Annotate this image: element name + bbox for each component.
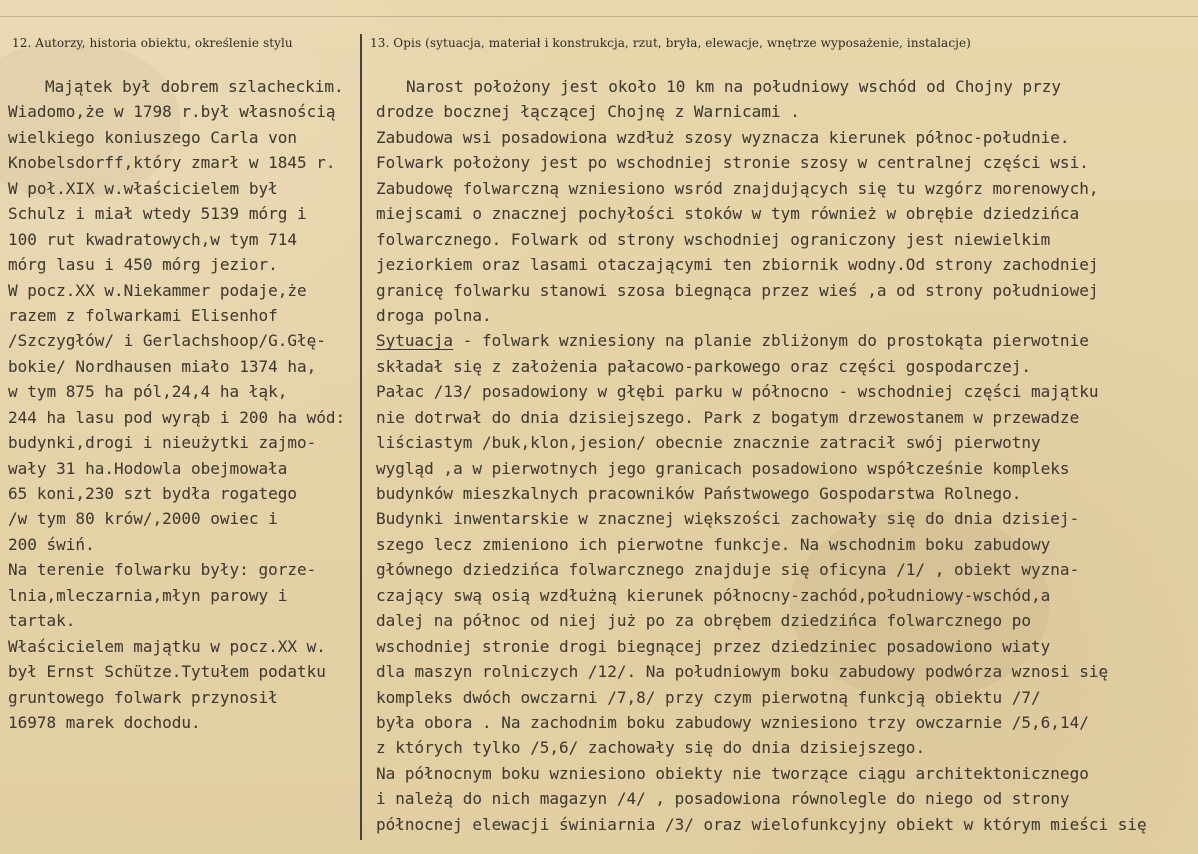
history-line: lnia,mleczarnia,młyn parowy i — [8, 585, 288, 605]
history-line: bokie/ Nordhausen miało 1374 ha, — [8, 356, 317, 376]
description-line: Zabudowę folwarczną wzniesiono wsród znajdujących się tu wzgórz morenowych, — [376, 178, 1099, 198]
description-line: składał się z założenia pałacowo-parkowego oraz części gospodarczej. — [376, 356, 1032, 376]
description-line: i należą do nich magazyn /4/ , posadowiona równolegle do niego od strony — [376, 789, 1070, 809]
description-line: głównego dziedzińca folwarcznego znajduje się oficyna /1/ , obiekt wyzna- — [376, 560, 1080, 580]
history-line: /Szczygłów/ i Gerlachshoop/G.Głę- — [8, 331, 326, 351]
description-line: Pałac /13/ posadowiony w głębi parku w północno - wschodniej części majątku — [376, 382, 1099, 402]
history-line: razem z folwarkami Elisenhof — [8, 305, 278, 325]
situation-text: - folwark wzniesiony na planie zbliżonym do prostokąta pierwotnie — [453, 331, 1089, 351]
description-line: wygląd ,a w pierwotnych jego granicach posadowiono współcześnie kompleks — [376, 458, 1070, 478]
history-line: Właścicielem majątku w pocz.XX w. — [8, 636, 326, 656]
situation-line — [376, 328, 1192, 353]
description-line: wschodniej stronie drogi biegnącej przez dziedziniec posadowiono wiaty — [376, 636, 1051, 656]
description-line: granicę folwarku stanowi szosa biegnąca przez wieś ,a od strony południowej — [376, 280, 1099, 300]
top-rule — [0, 16, 1198, 17]
description-line: jeziorkiem oraz lasami otaczającymi ten zbiornik wodny.Od strony zachodniej — [376, 255, 1099, 275]
description-line: budynków mieszkalnych pracowników Państwowego Gospodarstwa Rolnego. — [376, 484, 1022, 503]
description-line: była obora . Na zachodnim boku zabudowy wzniesiono trzy owczarnie /5,6,14/ — [376, 712, 1089, 732]
history-line: budynki,drogi i nieużytki zajmo- — [8, 433, 317, 453]
description-line: miejscami o znacznej pochyłości stoków w tym również w obrębie dziedzińca — [376, 204, 1080, 224]
description-line: liściastym /buk,klon,jesion/ obecnie znacznie zatracił swój pierwotny — [376, 433, 1041, 453]
history-line: 244 ha lasu pod wyrąb i 200 ha wód: — [8, 407, 346, 427]
description-line: z których tylko /5,6/ zachowały się do dnia dzisiejszego. — [376, 738, 926, 758]
history-column — [8, 74, 358, 735]
history-line: /w tym 80 krów/,2000 owiec i — [8, 509, 278, 529]
section-13-title: 13. Opis (sytuacja, materiał i konstrukcja, rzut, bryła, elewacje, wnętrze wyposażenie, instalacje) — [370, 36, 971, 50]
description-line: Narost położony jest około 10 km na południowy wschód od Chojny przy — [406, 77, 1062, 96]
history-line: Knobelsdorff,który zmarł w 1845 r. — [8, 153, 336, 173]
history-line: był Ernst Schütze.Tytułem podatku — [8, 662, 326, 682]
description-line: dla maszyn rolniczych /12/. Na południowym boku zabudowy podwórza wznosi się — [376, 662, 1109, 682]
history-line: Schulz i miał wtedy 5139 mórg i — [8, 204, 307, 224]
description-column — [376, 74, 1192, 837]
history-line: wały 31 ha.Hodowla obejmowała — [8, 458, 288, 478]
history-line: W pocz.XX w.Niekammer podaje,że — [8, 280, 307, 300]
description-line: drodze bocznej łączącej Chojnę z Warnicami . — [376, 102, 800, 122]
description-line: droga polna. — [376, 305, 492, 325]
history-line: w tym 875 ha pól,24,4 ha łąk, — [8, 382, 288, 402]
description-line: Zabudowa wsi posadowiona wzdłuż szosy wyznacza kierunek północ-południe. — [376, 127, 1070, 147]
history-line: tartak. — [8, 611, 76, 631]
history-line: mórg lasu i 450 mórg jezior. — [8, 255, 278, 275]
section-12-title: 12. Autorzy, historia obiektu, określenie stylu — [12, 36, 293, 50]
description-line: Folwark położony jest po wschodniej stronie szosy w centralnej części wsi. — [376, 153, 1089, 173]
description-line: dalej na północ od niej już po za obrębem dziedzińca folwarcznego po — [376, 611, 1032, 631]
history-line: wielkiego koniuszego Carla von — [8, 127, 297, 147]
history-line: 200 świń. — [8, 534, 95, 554]
history-line: 65 koni,230 szt bydła rogatego — [8, 484, 297, 503]
description-line: północnej elewacji świniarnia /3/ oraz wielofunkcyjny obiekt w którym mieści się — [376, 814, 1147, 834]
history-line: Majątek był dobrem szlacheckim. — [45, 77, 344, 96]
column-divider — [360, 34, 362, 840]
history-line: Wiadomo,że w 1798 r.był własnością — [8, 102, 336, 122]
description-line: czający swą osią wzdłużną kierunek północny-zachód,południowy-wschód,a — [376, 585, 1051, 605]
description-line: folwarcznego. Folwark od strony wschodniej ograniczony jest niewielkim — [376, 229, 1051, 249]
description-line: Budynki inwentarskie w znacznej większości zachowały się do dnia dzisiej- — [376, 509, 1080, 529]
description-line: kompleks dwóch owczarni /7,8/ przy czym pierwotną funkcją obiektu /7/ — [376, 687, 1041, 707]
description-line: szego lecz zmieniono ich pierwotne funkcje. Na wschodnim boku zabudowy — [376, 534, 1051, 554]
situation-label: Sytuacja — [376, 331, 454, 351]
history-line: Na terenie folwarku były: gorze- — [8, 560, 317, 580]
description-line: Na północnym boku wzniesiono obiekty nie tworzące ciągu architektonicznego — [376, 763, 1089, 783]
description-line: nie dotrwał do dnia dzisiejszego. Park z bogatym drzewostanem w przewadze — [376, 407, 1080, 427]
history-line: 16978 marek dochodu. — [8, 712, 201, 732]
history-line: gruntowego folwark przynosił — [8, 687, 278, 707]
history-line: W poł.XIX w.właścicielem był — [8, 178, 278, 198]
history-line: 100 rut kwadratowych,w tym 714 — [8, 229, 297, 249]
